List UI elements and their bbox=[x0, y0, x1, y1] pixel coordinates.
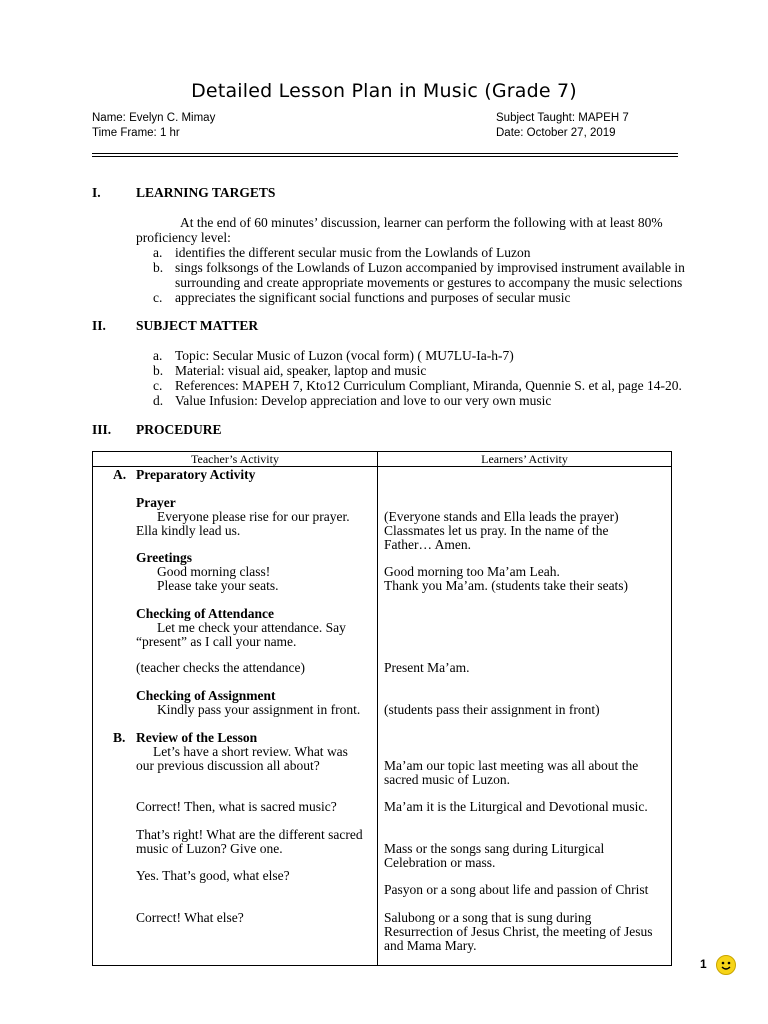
learner-line: sacred music of Luzon. bbox=[384, 772, 510, 787]
learner-line: Salubong or a song that is sung during bbox=[384, 910, 592, 925]
learner-line: and Mama Mary. bbox=[384, 938, 477, 953]
teacher-line: “present” as I call your name. bbox=[136, 634, 297, 649]
list-marker: c. bbox=[153, 290, 163, 305]
teacher-line: Correct! Then, what is sacred music? bbox=[136, 799, 337, 814]
procedure-table bbox=[92, 451, 672, 966]
teacher-line: Let me check your attendance. Say bbox=[157, 620, 346, 635]
list-marker: a. bbox=[153, 348, 163, 363]
section-title-learning-targets: LEARNING TARGETS bbox=[136, 185, 276, 200]
section-number-3: III. bbox=[92, 422, 112, 437]
learner-line: Ma’am it is the Liturgical and Devotional music. bbox=[384, 799, 648, 814]
learner-line: Pasyon or a song about life and passion of Christ bbox=[384, 882, 649, 897]
list-marker: c. bbox=[153, 378, 163, 393]
subsection-title: Review of the Lesson bbox=[136, 730, 258, 745]
learner-line: (Everyone stands and Ella leads the prayer) bbox=[384, 509, 619, 524]
learner-line: Celebration or mass. bbox=[384, 855, 496, 870]
header-divider-bottom bbox=[92, 156, 678, 157]
learner-line: (students pass their assignment in front) bbox=[384, 702, 600, 717]
learner-line: Present Ma’am. bbox=[384, 660, 470, 675]
section-number-1: I. bbox=[92, 185, 101, 200]
time-frame: Time Frame: 1 hr bbox=[92, 127, 180, 139]
subsection-marker: A. bbox=[113, 467, 127, 482]
teacher-line: our previous discussion all about? bbox=[136, 758, 320, 773]
list-item: References: MAPEH 7, Kto12 Curriculum Compliant, Miranda, Quennie S. et al, page 14-20. bbox=[175, 378, 682, 393]
lesson-date: Date: October 27, 2019 bbox=[496, 127, 616, 139]
teacher-line: Good morning class! bbox=[157, 564, 271, 579]
learner-line: Mass or the songs sang during Liturgical bbox=[384, 841, 605, 856]
list-item: identifies the different secular music from the Lowlands of Luzon bbox=[175, 245, 531, 260]
subject-taught: Subject Taught: MAPEH 7 bbox=[496, 112, 629, 124]
teacher-line: Kindly pass your assignment in front. bbox=[157, 702, 361, 717]
section-title-procedure: PROCEDURE bbox=[136, 422, 222, 437]
subsection-marker: B. bbox=[113, 730, 126, 745]
section-title-subject-matter: SUBJECT MATTER bbox=[136, 318, 259, 333]
teacher-name: Name: Evelyn C. Mimay bbox=[92, 112, 216, 124]
teacher-activity-cell bbox=[93, 467, 378, 966]
activity-heading: Checking of Attendance bbox=[136, 606, 274, 621]
learner-line: Thank you Ma’am. (students take their seats) bbox=[384, 578, 629, 593]
header-divider-top bbox=[92, 153, 678, 154]
page-title: Detailed Lesson Plan in Music (Grade 7) bbox=[191, 80, 577, 102]
learner-line: Classmates let us pray. In the name of the bbox=[384, 523, 609, 538]
column-header-learners: Learners’ Activity bbox=[378, 452, 672, 467]
list-item: Topic: Secular Music of Luzon (vocal form) ( MU7LU-Ia-h-7) bbox=[175, 348, 514, 363]
teacher-line: Please take your seats. bbox=[157, 578, 279, 593]
teacher-line: music of Luzon? Give one. bbox=[136, 841, 283, 856]
list-marker: b. bbox=[153, 363, 164, 378]
teacher-line: Let’s have a short review. What was bbox=[153, 744, 348, 759]
page-number: 1 bbox=[700, 957, 707, 971]
list-item: appreciates the significant social functions and purposes of secular music bbox=[175, 290, 571, 305]
list-marker: a. bbox=[153, 245, 163, 260]
list-item: sings folksongs of the Lowlands of Luzon accompanied by improvised instrument available in bbox=[175, 260, 685, 275]
column-header-teacher: Teacher’s Activity bbox=[93, 452, 378, 467]
teacher-line: That’s right! What are the different sacred bbox=[136, 827, 363, 842]
smiley-face-icon bbox=[716, 955, 736, 975]
activity-heading: Prayer bbox=[136, 495, 176, 510]
list-marker: d. bbox=[153, 393, 164, 408]
learner-line: Good morning too Ma’am Leah. bbox=[384, 564, 560, 579]
list-item: surrounding and create appropriate movements or gestures to accompany the music selections bbox=[175, 275, 683, 290]
activity-heading: Checking of Assignment bbox=[136, 688, 276, 703]
list-item: Value Infusion: Develop appreciation and love to our very own music bbox=[175, 393, 552, 408]
section-number-2: II. bbox=[92, 318, 106, 333]
teacher-line: Everyone please rise for our prayer. bbox=[157, 509, 350, 524]
teacher-line: Yes. That’s good, what else? bbox=[136, 868, 290, 883]
subsection-title: Preparatory Activity bbox=[136, 467, 256, 482]
list-item: Material: visual aid, speaker, laptop and music bbox=[175, 363, 427, 378]
teacher-line: (teacher checks the attendance) bbox=[136, 660, 306, 675]
teacher-line: Correct! What else? bbox=[136, 910, 244, 925]
teacher-line: Ella kindly lead us. bbox=[136, 523, 241, 538]
learning-targets-intro: At the end of 60 minutes’ discussion, learner can perform the following with at least 80% bbox=[180, 215, 663, 230]
learner-line: Resurrection of Jesus Christ, the meeting of Jesus bbox=[384, 924, 653, 939]
learner-activity-cell bbox=[378, 467, 672, 966]
learner-line: Father… Amen. bbox=[384, 537, 471, 552]
activity-heading: Greetings bbox=[136, 550, 192, 565]
learner-line: Ma’am our topic last meeting was all about the bbox=[384, 758, 639, 773]
list-marker: b. bbox=[153, 260, 164, 275]
learning-targets-intro-cont: proficiency level: bbox=[136, 230, 231, 245]
